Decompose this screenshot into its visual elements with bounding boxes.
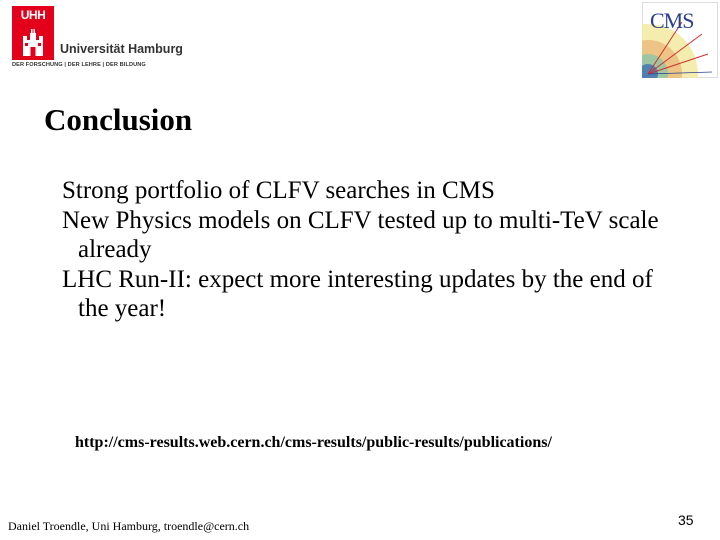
cms-logo-vertical-text <box>704 8 714 68</box>
page-number: 35 <box>678 512 694 528</box>
university-motto: DER FORSCHUNG | DER LEHRE | DER BILDUNG <box>12 62 146 68</box>
bullet-item: Strong portfolio of CLFV searches in CMS <box>62 177 495 204</box>
cms-logo-text: CMS <box>650 8 694 33</box>
uhh-logo-mark <box>12 6 54 60</box>
bullet-list <box>62 176 682 324</box>
castle-icon <box>21 28 45 56</box>
bullet-item: LHC Run-II: expect more interesting updates by the end of the year! <box>62 265 653 322</box>
slide-title: Conclusion <box>44 102 193 137</box>
university-name: Universität Hamburg <box>60 42 183 56</box>
cms-results-link[interactable]: http://cms-results.web.cern.ch/cms-results/public-results/publications/ <box>75 434 552 451</box>
uhh-logo <box>12 6 182 68</box>
footer-author: Daniel Troendle, Uni Hamburg, troendle@cern.ch <box>8 519 250 533</box>
bullet-item: New Physics models on CLFV tested up to multi-TeV scale already <box>62 206 659 263</box>
cms-logo <box>642 2 718 78</box>
uhh-logo-letters: UHH <box>20 8 46 22</box>
